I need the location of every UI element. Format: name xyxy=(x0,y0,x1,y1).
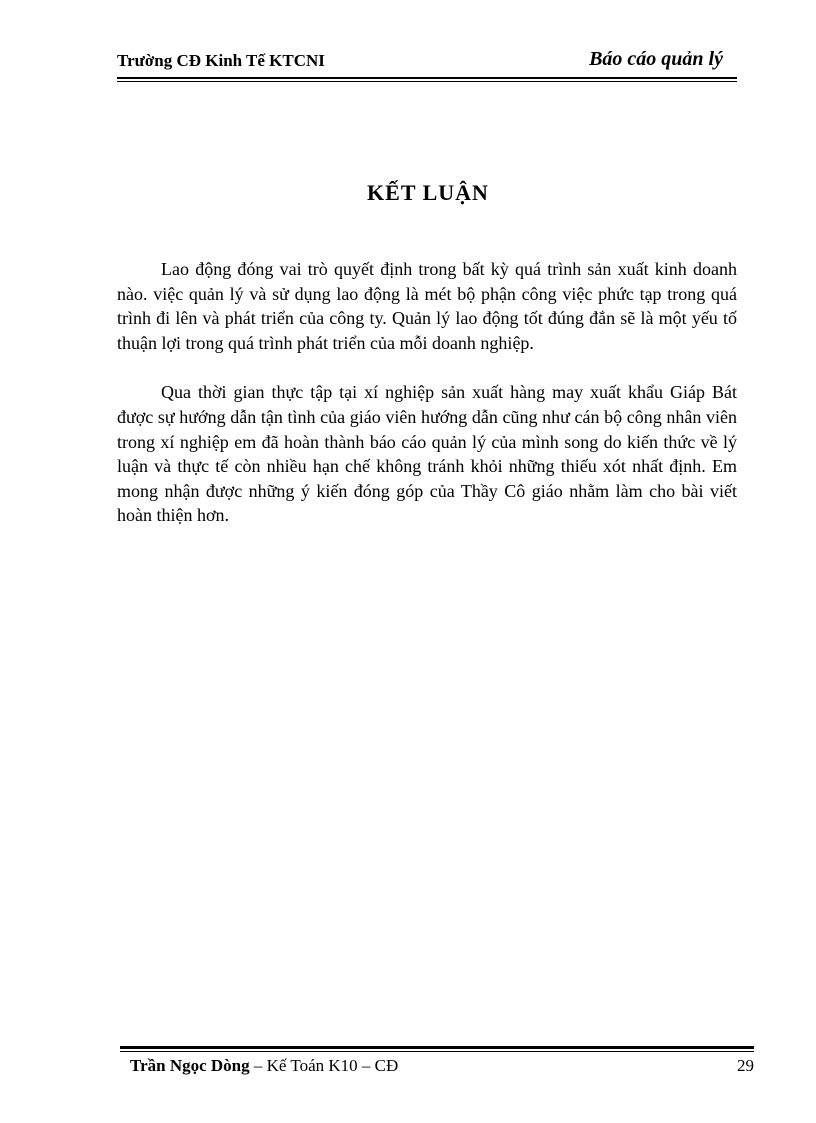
footer-separator: – xyxy=(249,1056,267,1075)
page-footer xyxy=(130,1056,756,1082)
page-title: KẾT LUẬN xyxy=(367,180,489,205)
school-name: Trường CĐ Kinh Tế KTCNI xyxy=(117,51,325,70)
class-info: Kế Toán K10 – CĐ xyxy=(266,1056,399,1075)
paragraph: Qua thời gian thực tập tại xí nghiệp sản xuất hàng may xuất khẩu Giáp Bát được sự hướng dẫn tận tình của giáo viên hướng dẫn cũng như cán bộ công nhân viên trong xí nghiệp em đã hoàn thành báo cáo quản lý của mình song do kiến thức về lý luận và thực tế còn nhiều hạn chế không tránh khỏi những thiếu xót nhất định. Em mong nhận được những ý kiến đóng góp của Thầy Cô giáo nhằm làm cho bài viết hoàn thiện hơn. xyxy=(117,382,737,526)
page-header xyxy=(117,48,737,78)
body-text xyxy=(117,257,737,528)
paragraph: Lao động đóng vai trò quyết định trong bất kỳ quá trình sản xuất kinh doanh nào. việc quản lý và sử dụng lao động là mét bộ phận công việc phức tạp trong quá trình đi lên và phát triển của công ty. Quản lý lao động tốt đúng đắn sẽ là một yếu tố thuận lợi trong quá trình phát triển của mỗi doanh nghiệp. xyxy=(117,259,737,353)
footer-divider xyxy=(120,1046,754,1052)
header-divider xyxy=(117,77,737,82)
report-type: Báo cáo quản lý xyxy=(589,48,723,70)
author-name: Trần Ngọc Dòng xyxy=(130,1056,250,1075)
page-number: 29 xyxy=(737,1056,754,1075)
footer-credit xyxy=(130,1056,398,1076)
